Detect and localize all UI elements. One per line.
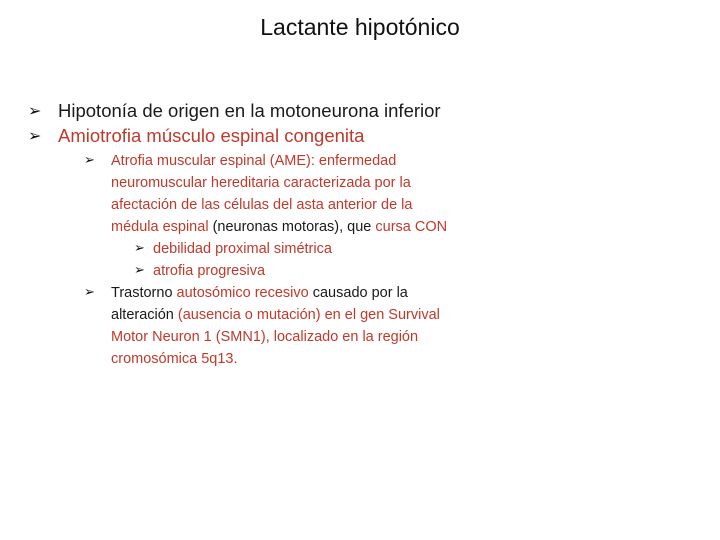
arrow-bullet-icon: ➢ [28, 126, 42, 145]
trastorno-text-part5: en el gen Survival Motor Neuron 1 (SMN1), localizado en la región cromosómica 5q13. [111, 307, 440, 367]
detail-text: atrofia progresiva [153, 263, 266, 279]
arrow-bullet-icon: ➢ [84, 285, 95, 300]
slide-content [28, 100, 468, 370]
trastorno-text-part2: autosómico recesivo [176, 285, 309, 301]
bullet-text: Hipotonía de origen en la motoneurona inferior [58, 100, 441, 121]
arrow-bullet-icon: ➢ [134, 263, 145, 278]
trastorno-text-part4: (ausencia o mutación) [177, 307, 321, 323]
bullet-item-amiotrofia [28, 125, 468, 146]
sub-bullet-ame [84, 150, 451, 238]
arrow-bullet-icon: ➢ [134, 241, 145, 256]
ame-text-part2: (neuronas motoras), que [212, 219, 372, 235]
ame-text-part1: Atrofia muscular espinal (AME): enfermedad neuromuscular hereditaria caracterizada por la afectación de las células del asta anterior de la médula espinal [111, 153, 413, 235]
detail-bullet-debilidad [134, 238, 468, 260]
detail-text: debilidad proximal simétrica [153, 241, 332, 257]
trastorno-text-part1: Trastorno [111, 285, 177, 301]
ame-text-part3: cursa CON [371, 219, 448, 235]
bullet-item-hipotonia [28, 100, 468, 121]
arrow-bullet-icon: ➢ [28, 101, 42, 120]
arrow-bullet-icon: ➢ [84, 153, 95, 168]
sub-bullet-trastorno [84, 282, 451, 370]
slide-title: Lactante hipotónico [260, 14, 460, 40]
detail-bullet-atrofia [134, 260, 468, 282]
trastorno-text-part3: causado por la alteración [111, 285, 408, 323]
bullet-text: Amiotrofia músculo espinal congenita [58, 125, 365, 146]
